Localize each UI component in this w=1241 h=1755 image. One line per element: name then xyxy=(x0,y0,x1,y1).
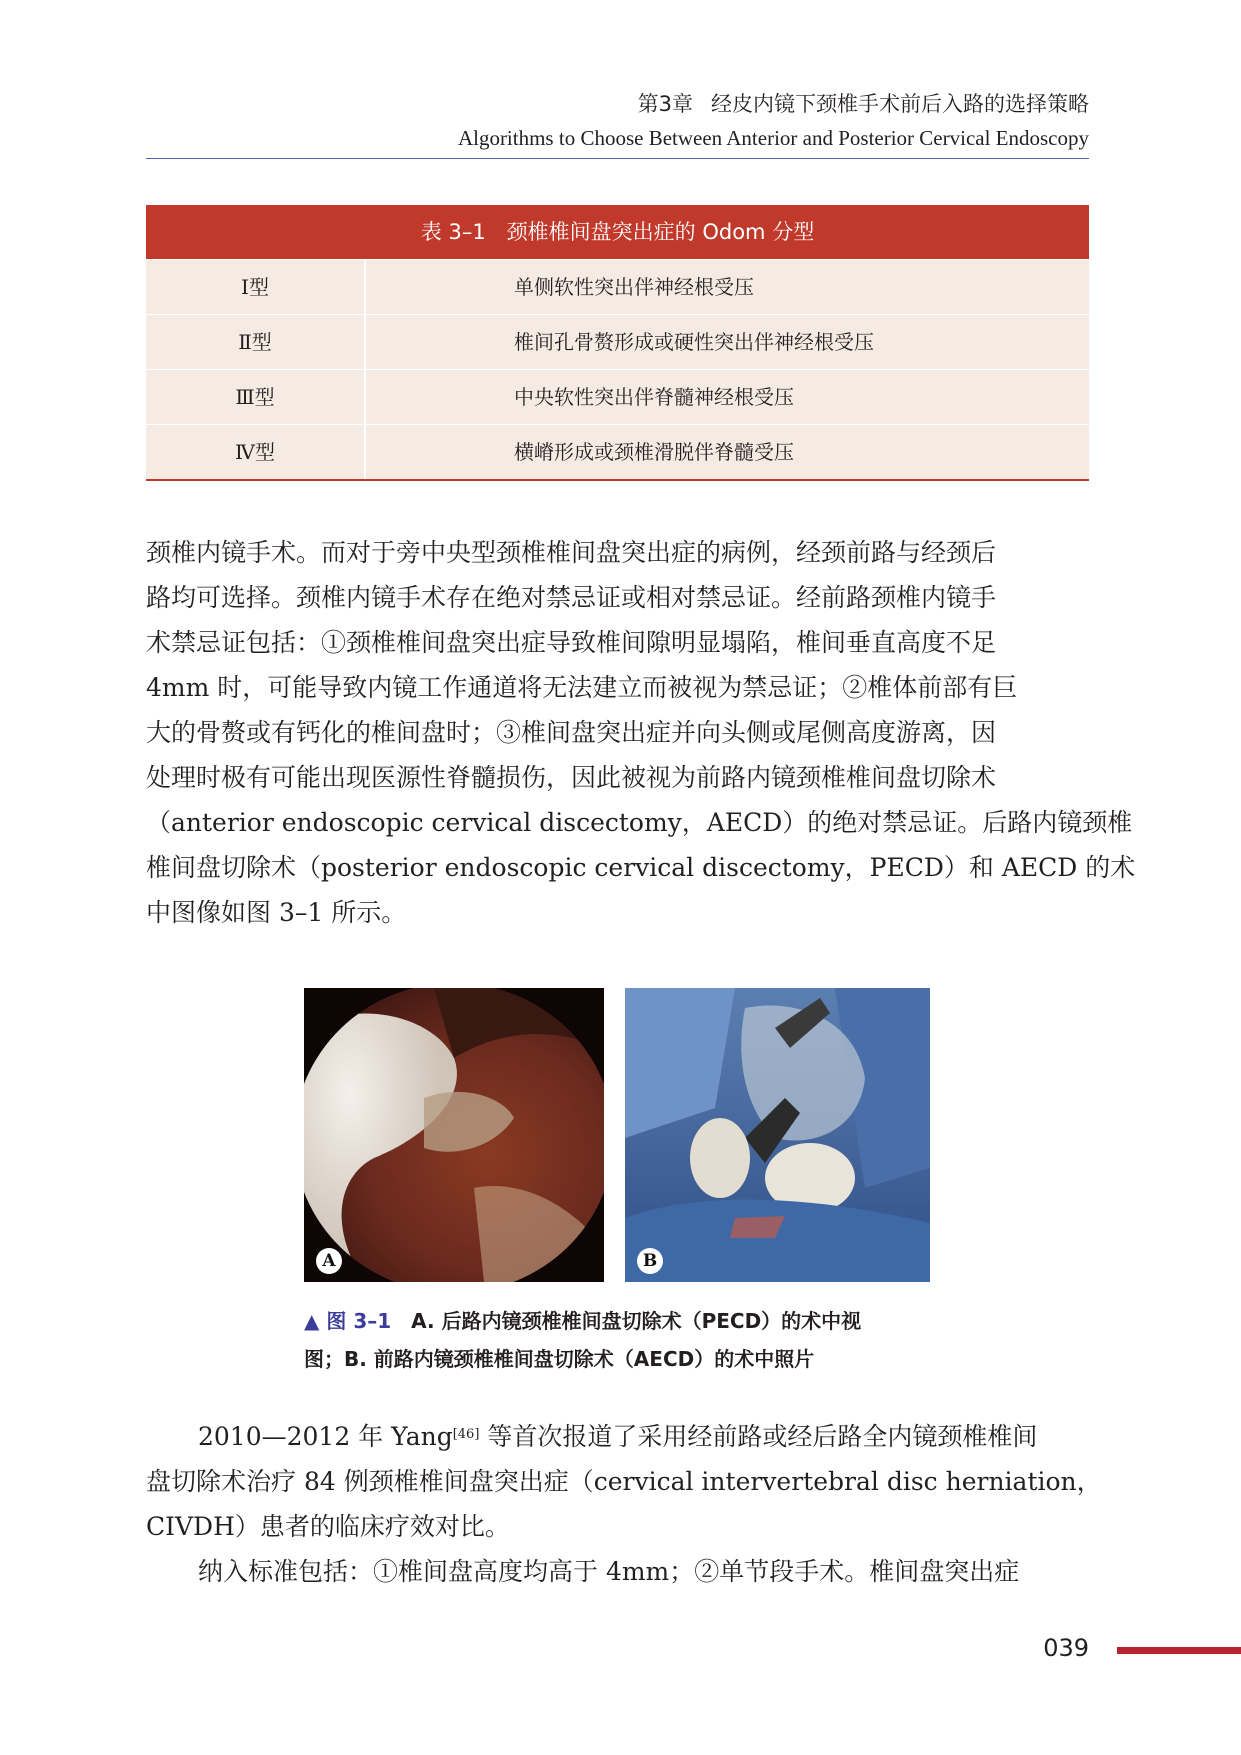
caption-label: 图 3–1 xyxy=(326,1309,392,1333)
text-line xyxy=(146,1414,1089,1459)
body-paragraph-1 xyxy=(146,530,1136,935)
table-cell-desc: 椎间孔骨赘形成或硬性突出伴神经根受压 xyxy=(514,330,874,354)
body-paragraph-2 xyxy=(146,1414,1102,1594)
caption-triangle-icon: ▲ xyxy=(304,1309,320,1333)
text-segment: 2010—2012 年 Yang xyxy=(198,1422,453,1451)
header-rule xyxy=(146,158,1089,159)
text-line: CIVDH）患者的临床疗效对比。 xyxy=(146,1512,510,1541)
text-line: 纳入标准包括：①椎间盘高度均高于 4mm；②单节段手术。椎间盘突出症 xyxy=(198,1557,1020,1586)
table-row xyxy=(146,424,1089,481)
table-cell-type: Ⅲ型 xyxy=(146,370,366,424)
odom-classification-table xyxy=(146,205,1089,481)
text-line: 路均可选择。颈椎内镜手术存在绝对禁忌证或相对禁忌证。经前路颈椎内镜手 xyxy=(146,583,997,612)
panel-label-a: A xyxy=(316,1248,342,1274)
page-number: 039 xyxy=(1043,1634,1089,1662)
chapter-label: 第3章 xyxy=(637,92,693,116)
figure-panel-a-endoscopic-view xyxy=(304,988,604,1282)
table-cell-desc: 单侧软性突出伴神经根受压 xyxy=(514,275,754,299)
endoscopic-image xyxy=(304,988,604,1282)
table-cell-desc: 横嵴形成或颈椎滑脱伴脊髓受压 xyxy=(514,440,794,464)
table-cell-type: Ⅱ型 xyxy=(146,315,366,369)
caption-text-1: A. 后路内镜颈椎椎间盘切除术（PECD）的术中视 xyxy=(411,1309,862,1333)
text-line: 处理时极有可能出现医源性脊髓损伤，因此被视为前路内镜颈椎椎间盘切除术 xyxy=(146,763,997,792)
table-cell-desc: 中央软性突出伴脊髓神经根受压 xyxy=(514,385,794,409)
chapter-title-en: Algorithms to Choose Between Anterior and Posterior Cervical Endoscopy xyxy=(457,126,1089,150)
text-segment: 等首次报道了采用经前路或经后路全内镜颈椎椎间 xyxy=(479,1422,1038,1451)
text-line: 盘切除术治疗 84 例颈椎椎间盘突出症（cervical intervertebral disc herniation， xyxy=(146,1467,1102,1496)
table-title: 表 3–1 颈椎椎间盘突出症的 Odom 分型 xyxy=(146,205,1089,259)
table-cell-type: Ⅰ型 xyxy=(146,260,366,314)
text-line: （anterior endoscopic cervical discectomy，AECD）的绝对禁忌证。后路内镜颈椎 xyxy=(146,808,1133,837)
running-header-chinese xyxy=(638,88,1089,118)
table-cell-type: Ⅳ型 xyxy=(146,425,366,479)
table-row xyxy=(146,314,1089,369)
figure-caption xyxy=(304,1302,944,1378)
table-row xyxy=(146,259,1089,314)
table-row xyxy=(146,369,1089,424)
figure-panel-b-surgery-photo xyxy=(625,988,930,1282)
surgery-photo xyxy=(625,988,930,1282)
text-line: 4mm 时，可能导致内镜工作通道将无法建立而被视为禁忌证；②椎体前部有巨 xyxy=(146,673,1018,702)
text-line: 椎间盘切除术（posterior endoscopic cervical discectomy，PECD）和 AECD 的术 xyxy=(146,853,1136,882)
chapter-title-cn: 经皮内镜下颈椎手术前后入路的选择策略 xyxy=(711,92,1089,116)
text-line: 中图像如图 3–1 所示。 xyxy=(146,898,407,927)
text-line: 大的骨赘或有钙化的椎间盘时；③椎间盘突出症并向头侧或尾侧高度游离，因 xyxy=(146,718,997,747)
page-number-bar xyxy=(1117,1647,1241,1654)
caption-line-1 xyxy=(304,1302,944,1340)
text-line: 颈椎内镜手术。而对于旁中央型颈椎椎间盘突出症的病例，经颈前路与经颈后 xyxy=(146,538,997,567)
text-line: 术禁忌证包括：①颈椎椎间盘突出症导致椎间隙明显塌陷，椎间垂直高度不足 xyxy=(146,628,997,657)
citation-ref: [46] xyxy=(452,1427,480,1442)
caption-text-2: 图；B. 前路内镜颈椎椎间盘切除术（AECD）的术中照片 xyxy=(304,1347,815,1371)
panel-label-b: B xyxy=(637,1248,663,1274)
